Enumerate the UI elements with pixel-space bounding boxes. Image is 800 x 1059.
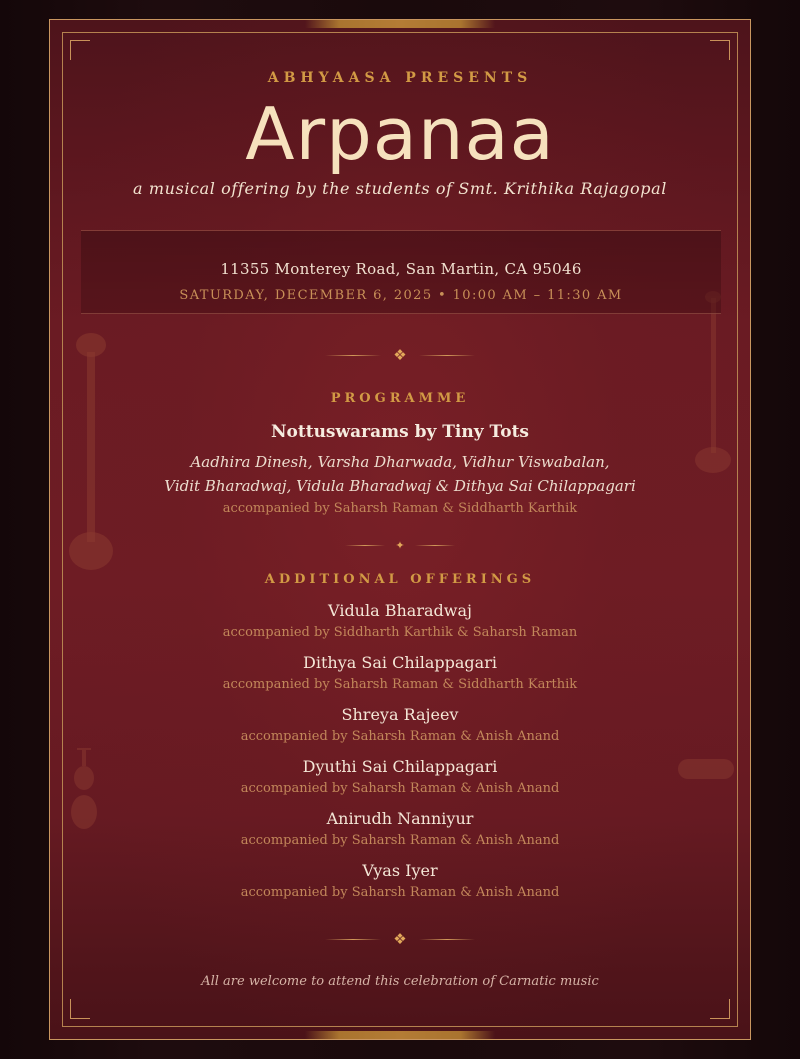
diamond-ornament-icon: ❖ <box>393 345 407 364</box>
bottom-gold-accent <box>305 1031 495 1039</box>
performer-accompaniment: accompanied by Saharsh Raman & Anish Anand <box>240 833 560 848</box>
additional-offerings-heading: ADDITIONAL OFFERINGS <box>264 572 536 587</box>
star-ornament-icon: ✦ <box>395 538 405 552</box>
programme-heading: PROGRAMME <box>330 391 470 406</box>
offering-item <box>50 705 750 757</box>
offering-item <box>50 601 750 653</box>
divider-line <box>419 355 475 356</box>
poster-card <box>49 19 751 1040</box>
performers-line-2: Vidit Bharadwaj, Vidula Bharadwaj & Dithya Sai Chilappagari <box>164 477 636 495</box>
divider-line <box>415 545 455 546</box>
programme-title: Nottuswarams by Tiny Tots <box>270 422 530 442</box>
venue-address: 11355 Monterey Road, San Martin, CA 95046 <box>220 260 582 278</box>
programme-accompaniment: accompanied by Saharsh Raman & Siddharth Karthik <box>222 501 578 516</box>
performers-line-1: Aadhira Dinesh, Varsha Dharwada, Vidhur Viswabalan, <box>190 453 610 471</box>
offering-item <box>50 809 750 861</box>
performer-accompaniment: accompanied by Saharsh Raman & Anish Anand <box>240 885 560 900</box>
performer-name: Vidula Bharadwaj <box>328 601 472 620</box>
offering-item <box>50 757 750 809</box>
performer-accompaniment: accompanied by Saharsh Raman & Siddharth Karthik <box>222 677 578 692</box>
performer-accompaniment: accompanied by Saharsh Raman & Anish Anand <box>240 781 560 796</box>
performer-accompaniment: accompanied by Siddharth Karthik & Saharsh Raman <box>222 625 578 640</box>
footer-note: All are welcome to attend this celebration of Carnatic music <box>201 974 599 989</box>
presenter-label: ABHYAASA PRESENTS <box>267 70 533 86</box>
divider-line <box>325 355 381 356</box>
divider-line <box>419 939 475 940</box>
event-subtitle: a musical offering by the students of Smt. Krithika Rajagopal <box>133 179 667 198</box>
corner-ornament-top-left <box>70 40 90 60</box>
offering-item <box>50 653 750 705</box>
programme-performers <box>50 450 750 498</box>
corner-ornament-bottom-right <box>710 999 730 1019</box>
divider-line <box>325 939 381 940</box>
performer-name: Shreya Rajeev <box>341 705 459 724</box>
offerings-list <box>50 601 750 913</box>
diamond-ornament-icon: ❖ <box>393 929 407 948</box>
performer-accompaniment: accompanied by Saharsh Raman & Anish Anand <box>240 729 560 744</box>
event-title: Arpanaa <box>245 92 555 176</box>
performer-name: Dyuthi Sai Chilappagari <box>302 757 498 776</box>
corner-ornament-bottom-left <box>70 999 90 1019</box>
divider-top <box>50 345 750 365</box>
divider-bottom <box>50 929 750 949</box>
event-datetime: SATURDAY, DECEMBER 6, 2025 • 10:00 AM – 11:30 AM <box>179 288 623 303</box>
performer-name: Vyas Iyer <box>362 861 438 880</box>
divider-line <box>345 545 385 546</box>
divider-middle <box>50 535 750 555</box>
corner-ornament-top-right <box>710 40 730 60</box>
offering-item <box>50 861 750 913</box>
performer-name: Anirudh Nanniyur <box>326 809 474 828</box>
performer-name: Dithya Sai Chilappagari <box>303 653 497 672</box>
top-gold-accent <box>305 20 495 28</box>
venue-info-box <box>81 230 721 314</box>
